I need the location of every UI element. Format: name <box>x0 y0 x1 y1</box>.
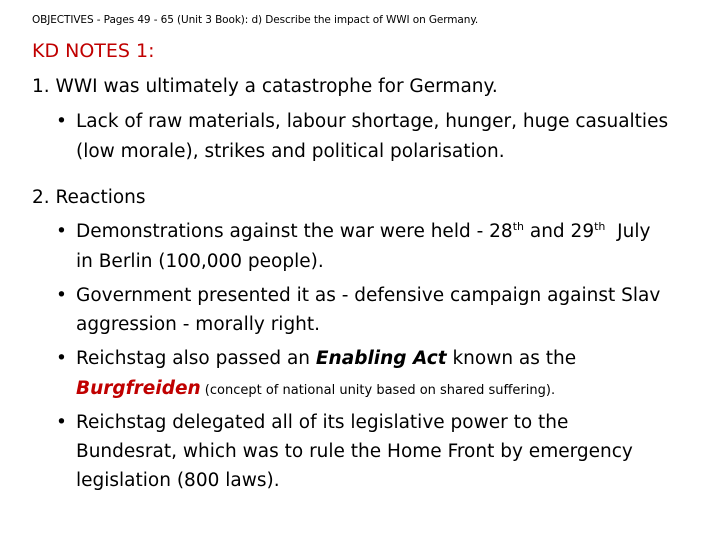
bullet-text: Reichstag delegated all of its legislative power to the <box>76 412 569 433</box>
notes-title: KD NOTES 1: <box>32 40 155 62</box>
bullet-icon: • <box>56 221 67 242</box>
bullet-text: known as the <box>446 348 577 369</box>
bullet-text: Demonstrations against the war were held - 28 <box>76 221 513 242</box>
bullet-icon: • <box>56 412 67 433</box>
enabling-act-term: Enabling Act <box>315 348 447 369</box>
bullet-icon: • <box>56 285 67 306</box>
superscript: th <box>594 220 606 233</box>
burgfreiden-definition: (concept of national unity based on shared suffering). <box>200 383 556 398</box>
bullet-icon: • <box>56 348 67 369</box>
burgfreiden-term: Burgfreiden <box>76 378 201 399</box>
point-2-bullet-3-cont <box>76 374 555 405</box>
point-2-bullet-4-cont-2: legislation (800 laws). <box>76 470 280 491</box>
point-1-bullet <box>56 107 668 136</box>
point-2-bullet-1-cont: in Berlin (100,000 people). <box>76 251 324 272</box>
point-2-bullet-2-cont: aggression - morally right. <box>76 314 321 335</box>
objectives-header: OBJECTIVES - Pages 49 - 65 (Unit 3 Book): d) Describe the impact of WWI on Germany. <box>32 14 479 26</box>
bullet-text: July <box>605 221 651 242</box>
point-2-bullet-1 <box>56 217 650 246</box>
point-2-bullet-4-cont-1: Bundesrat, which was to rule the Home Front by emergency <box>76 441 633 462</box>
bullet-icon: • <box>56 111 67 132</box>
point-2-bullet-3 <box>56 344 576 373</box>
point-2-bullet-2 <box>56 281 660 310</box>
point-2-bullet-4 <box>56 408 568 437</box>
bullet-text: Government presented it as - defensive campaign against Slav <box>76 285 661 306</box>
point-1-bullet-cont: (low morale), strikes and political polarisation. <box>76 141 505 162</box>
superscript: th <box>512 220 524 233</box>
bullet-text: and 29 <box>523 221 595 242</box>
bullet-text: Lack of raw materials, labour shortage, hunger, huge casualties <box>76 111 669 132</box>
point-1-heading: 1. WWI was ultimately a catastrophe for Germany. <box>32 76 498 97</box>
point-2-heading: 2. Reactions <box>32 187 146 208</box>
bullet-text: Reichstag also passed an <box>76 348 316 369</box>
